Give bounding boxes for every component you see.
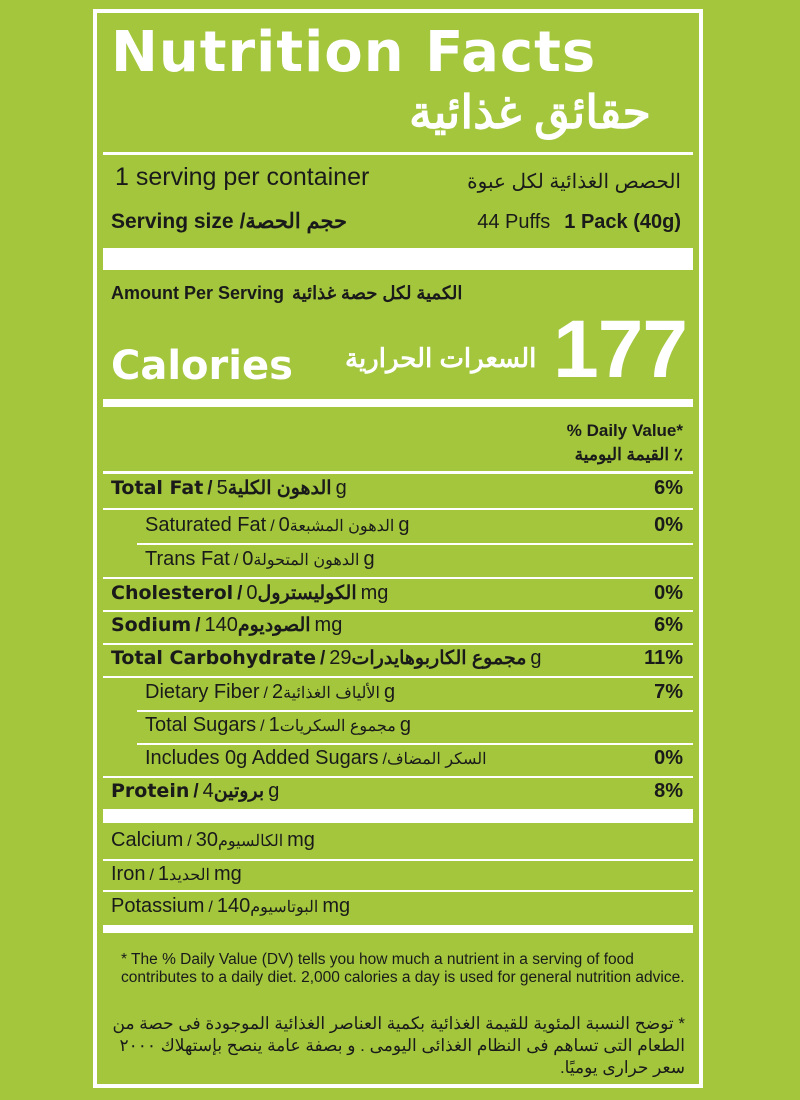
mineral-name: Calcium	[111, 829, 184, 851]
mineral-amount: 140mg	[216, 895, 351, 917]
nutrient-row-total-fat	[111, 475, 683, 505]
nutrient-row-dietary-fiber	[145, 679, 683, 709]
nutrient-row-added-sugars	[145, 745, 683, 775]
serving-size-en: Serving size	[111, 210, 234, 233]
divider	[103, 890, 693, 892]
mineral-name: Iron	[111, 863, 146, 885]
nutrient-name: Includes 0g Added Sugars	[145, 747, 379, 769]
nutrient-name-ar: /الدهون الكلية	[207, 478, 332, 499]
nutrient-dv: 0%	[654, 747, 683, 769]
divider	[103, 471, 693, 474]
nutrient-name-ar: /الدهون المشبعة	[270, 518, 395, 535]
divider	[137, 543, 693, 545]
divider	[103, 152, 693, 155]
nutrient-name-ar: /مجموع الكاربوهايدرات	[319, 648, 527, 669]
nutrient-name: Total Fat	[111, 477, 204, 499]
nutrient-row-cholesterol	[111, 580, 683, 610]
title-arabic: حقائق غذائية	[409, 86, 651, 138]
nutrient-row-saturated-fat	[145, 512, 683, 542]
mineral-name-ar: /الكالسيوم	[187, 833, 284, 850]
nutrient-name-ar: /السكر المضاف	[382, 751, 487, 768]
calories-label: Calories	[111, 343, 293, 389]
footnote-arabic: * توضح النسبة المئوية للقيمة الغذائية بكمية العناصر الغذائية الموجودة فى حصة من الطعام التى تساهم فى النظام الغذائى اليومى . و بصفة عامة ينصح بإستهلاك ٢٠٠٠ سعر حرارى يوميًا.	[112, 1014, 685, 1077]
mineral-amount: 30mg	[195, 829, 315, 851]
mineral-name: Potassium	[111, 895, 205, 917]
thick-divider	[103, 248, 693, 270]
nutrient-name-ar: /الكوليسترول	[237, 583, 357, 604]
divider	[103, 676, 693, 678]
nutrient-row-total-sugars	[145, 712, 683, 742]
amount-en: Amount Per Serving	[111, 283, 285, 303]
nutrition-facts-panel	[93, 9, 703, 1088]
nutrient-name: Sodium	[111, 614, 192, 636]
nutrient-amount: 0g	[242, 548, 375, 570]
nutrient-row-sodium	[111, 612, 683, 642]
nutrient-name-ar: /مجموع السكريات	[260, 718, 396, 735]
calories-label-arabic: السعرات الحرارية	[345, 343, 537, 373]
mineral-name-ar: /الحديد	[149, 867, 210, 884]
thick-divider	[103, 809, 693, 823]
serving-puffs: 44 Puffs	[477, 211, 551, 233]
nutrient-amount: 5g	[216, 477, 347, 499]
mineral-row-iron	[111, 861, 683, 891]
nutrient-name: Saturated Fat	[145, 514, 267, 536]
nutrient-name: Dietary Fiber	[145, 681, 260, 703]
nutrient-amount: 2g	[271, 681, 396, 703]
nutrient-amount: 0g	[278, 514, 410, 536]
title-english: Nutrition Facts	[111, 20, 597, 85]
nutrient-dv: 6%	[654, 477, 683, 499]
amount-ar: الكمية لكل حصة غذائية	[292, 283, 463, 303]
nutrient-dv: 11%	[644, 647, 683, 669]
nutrient-dv: 0%	[654, 514, 683, 536]
servings-per-container-arabic: الحصص الغذائية لكل عبوة	[467, 171, 681, 193]
nutrient-row-trans-fat	[145, 546, 683, 576]
nutrient-name-ar: /بروتين	[193, 781, 265, 802]
servings-per-container: 1 serving per container	[115, 163, 370, 191]
mineral-amount: 1mg	[157, 863, 242, 885]
nutrient-name-ar: /الصوديوم	[195, 615, 311, 636]
mineral-name-ar: /البوتاسيوم	[208, 899, 319, 916]
nutrient-dv: 0%	[654, 582, 683, 604]
nutrient-amount: 0mg	[246, 582, 389, 604]
serving-size-value	[477, 211, 681, 234]
footnote-english: * The % Daily Value (DV) tells you how much a nutrient in a serving of food contributes to a daily diet. 2,000 calories a day is used for general nutrition advice.	[121, 951, 685, 986]
nutrient-name: Trans Fat	[145, 548, 230, 570]
nutrient-name: Cholesterol	[111, 582, 234, 604]
divider	[103, 508, 693, 510]
serving-pack: 1 Pack (40g)	[564, 211, 681, 233]
nutrient-amount: 29g	[329, 647, 542, 669]
nutrient-dv: 8%	[654, 780, 683, 802]
serving-size-label	[111, 209, 347, 234]
nutrient-name: Total Sugars	[145, 714, 257, 736]
medium-divider	[103, 399, 693, 407]
nutrient-name-ar: /الدهون المتحولة	[233, 552, 360, 569]
nutrient-name: Total Carbohydrate	[111, 647, 316, 669]
nutrient-dv: 6%	[654, 614, 683, 636]
nutrient-row-protein	[111, 778, 683, 808]
serving-size-ar: /حجم الحصة	[239, 210, 348, 233]
divider	[103, 577, 693, 579]
nutrient-name-ar: /الألياف الغذائية	[263, 685, 380, 702]
mineral-row-potassium	[111, 893, 683, 923]
mineral-row-calcium	[111, 827, 683, 857]
nutrient-amount: 1g	[268, 714, 411, 736]
daily-value-header-arabic: ٪ القيمة اليومية	[574, 445, 683, 464]
amount-per-serving	[111, 283, 462, 304]
medium-divider	[103, 925, 693, 933]
nutrient-dv: 7%	[654, 681, 683, 703]
daily-value-header: % Daily Value*	[566, 421, 683, 440]
nutrient-amount: 4g	[202, 780, 280, 802]
nutrient-row-total-carbohydrate	[111, 645, 683, 675]
calories-value: 177	[553, 304, 687, 395]
nutrient-name: Protein	[111, 780, 190, 802]
nutrient-amount: 140mg	[204, 614, 343, 636]
